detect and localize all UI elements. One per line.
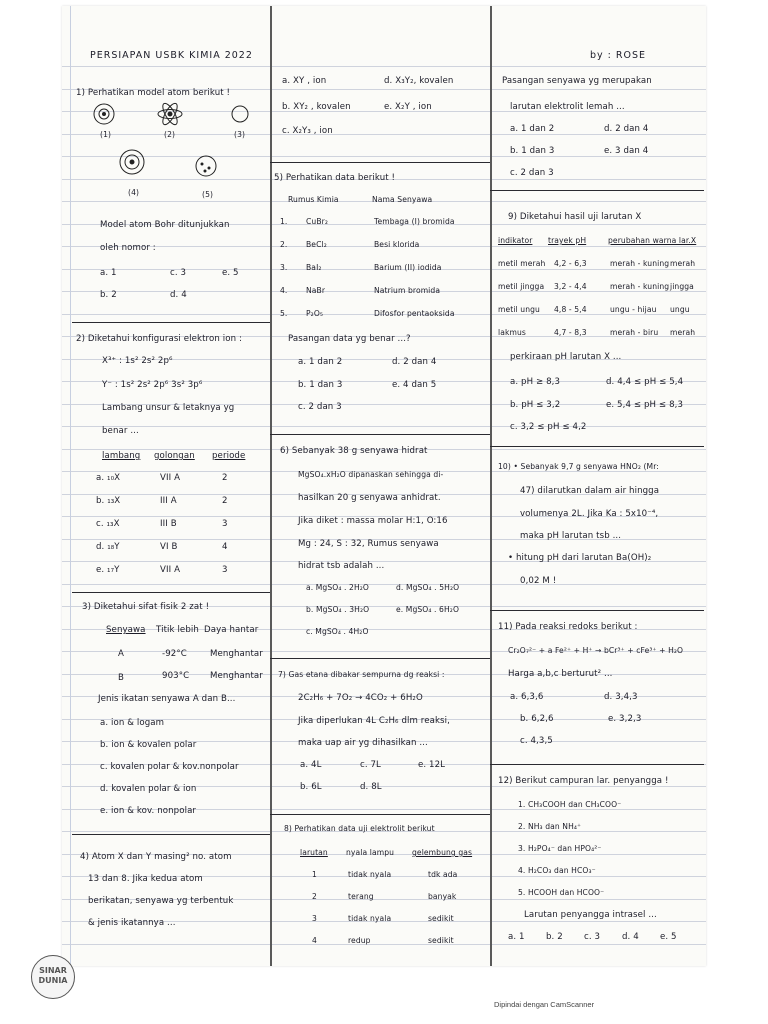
q2-row-5-col-2: VII A bbox=[160, 565, 181, 575]
q2-row-2-col-2: III A bbox=[160, 496, 177, 506]
q9-option-a: a. pH ≥ 8,3 bbox=[510, 377, 561, 387]
q12-option-e: e. 5 bbox=[660, 932, 677, 942]
q9-row-2-col-3: merah - kuning bbox=[610, 282, 670, 291]
q11-option-a: a. 6,3,6 bbox=[510, 692, 544, 702]
q9-row-2-col-2: 3,2 - 4,4 bbox=[554, 282, 587, 291]
q9-row-1-col-3: merah - kuning bbox=[610, 259, 670, 268]
q3-row-a-cond: Menghantar bbox=[210, 649, 263, 659]
q5-row-3-col-2: BaI₂ bbox=[306, 263, 322, 272]
q9-line1: perkiraan pH larutan X ... bbox=[510, 352, 622, 362]
q3-option-a: a. ion & logam bbox=[100, 718, 165, 728]
q2-row-5-col-1: e. ₁₇Y bbox=[96, 565, 120, 575]
q11-option-d: d. 3,4,3 bbox=[604, 692, 638, 702]
q9-row-4-col-1: lakmus bbox=[498, 328, 526, 337]
atom-models-figure bbox=[90, 100, 270, 210]
q12-option-a: a. 1 bbox=[508, 932, 525, 942]
q11-option-e: e. 3,2,3 bbox=[608, 714, 642, 724]
q8-option-b: b. 1 dan 3 bbox=[510, 146, 555, 156]
q5-row-5-col-2: P₂O₅ bbox=[306, 309, 324, 318]
q9-stem: 9) Diketahui hasil uji larutan X bbox=[508, 212, 642, 222]
q3-stem: 3) Diketahui sifat fisik 2 zat ! bbox=[82, 602, 210, 612]
q8-row-3-col-1: 3 bbox=[312, 914, 317, 923]
q9-separator bbox=[490, 446, 704, 447]
q5-row-1-col-2: CuBr₂ bbox=[306, 217, 328, 226]
q10-line2: 47) dilarutkan dalam air hingga bbox=[520, 486, 660, 496]
q7-option-a: a. 4L bbox=[300, 760, 322, 770]
q8-row-3-col-3: sedikit bbox=[428, 914, 454, 923]
q6-option-e: e. MgSO₄ . 6H₂O bbox=[396, 605, 460, 614]
q4-option-b: b. XY₂ , kovalen bbox=[282, 102, 351, 112]
q2-head-period: periode bbox=[212, 451, 246, 461]
q7-line3: Jika diperlukan 4L C₂H₆ dlm reaksi, bbox=[298, 716, 450, 726]
q7-line4: maka uap air yg dihasilkan ... bbox=[298, 738, 428, 748]
q2-config-y: Y⁻ : 1s² 2s² 2p⁶ 3s² 3p⁶ bbox=[102, 380, 203, 390]
q5-head-formula: Rumus Kimia bbox=[288, 195, 339, 204]
q11-separator bbox=[490, 764, 704, 765]
q5-row-2-col-2: BeCl₂ bbox=[306, 240, 327, 249]
q5-row-5-col-1: 5. bbox=[280, 309, 288, 318]
q5-option-a: a. 1 dan 2 bbox=[298, 357, 343, 367]
q5-row-2-col-3: Besi klorida bbox=[374, 240, 420, 249]
q4-option-a: a. XY , ion bbox=[282, 76, 327, 86]
q8-row-2-col-1: 2 bbox=[312, 892, 317, 901]
q8-row-1-col-1: 1 bbox=[312, 870, 317, 879]
q9-option-c: c. 3,2 ≤ pH ≤ 4,2 bbox=[510, 422, 587, 432]
q4-option-d: d. X₃Y₂, kovalen bbox=[384, 76, 454, 86]
q3-line1: Jenis ikatan senyawa A dan B... bbox=[98, 694, 236, 704]
q6-option-a: a. MgSO₄ . 2H₂O bbox=[306, 583, 369, 592]
q2-row-2-col-1: b. ₁₃X bbox=[96, 496, 121, 506]
q7-equation: 2C₂H₆ + 7O₂ → 4CO₂ + 6H₂O bbox=[298, 693, 423, 703]
q9-row-3-col-3: ungu - hijau bbox=[610, 305, 657, 314]
q5-row-4-col-3: Natrium bromida bbox=[374, 286, 441, 295]
atom-label-2: (2) bbox=[164, 130, 176, 139]
q5-row-2-col-1: 2. bbox=[280, 240, 288, 249]
q12-option-d: d. 4 bbox=[622, 932, 639, 942]
q9-head-indicator: indikator bbox=[498, 236, 533, 245]
q8-separator bbox=[490, 190, 704, 191]
q5-head-name: Nama Senyawa bbox=[372, 195, 433, 204]
q4-line3: berikatan, senyawa yg terbentuk bbox=[88, 896, 234, 906]
margin-line bbox=[70, 6, 71, 966]
q4-line4: & jenis ikatannya ... bbox=[88, 918, 176, 928]
q3-row-a-mp: -92°C bbox=[162, 649, 187, 659]
q7-separator bbox=[270, 814, 490, 815]
q5-row-3-col-3: Barium (II) iodida bbox=[374, 263, 442, 272]
q5-stem: 5) Perhatikan data berikut ! bbox=[274, 173, 396, 183]
q6-option-d: d. MgSO₄ . 5H₂O bbox=[396, 583, 460, 592]
q4-option-c: c. X₂Y₃ , ion bbox=[282, 126, 333, 136]
q5-row-1-col-3: Tembaga (I) bromida bbox=[374, 217, 455, 226]
q3-row-b-mp: 903°C bbox=[162, 671, 190, 681]
q5-row-4-col-1: 4. bbox=[280, 286, 288, 295]
q2-row-1-col-3: 2 bbox=[222, 473, 228, 483]
q8-head-lamp: nyala lampu bbox=[346, 848, 395, 857]
atom-model-1 bbox=[94, 104, 114, 124]
column-divider-2 bbox=[490, 6, 492, 966]
q12-item-1: 1. CH₃COOH dan CH₃COO⁻ bbox=[518, 800, 622, 809]
q8-stem: 8) Perhatikan data uji elektrolit berikut bbox=[284, 824, 435, 833]
q7-option-e: e. 12L bbox=[418, 760, 446, 770]
q6-line4: Jika diket : massa molar H:1, O:16 bbox=[298, 516, 448, 526]
column-divider-1 bbox=[270, 6, 272, 966]
q2-stem: 2) Diketahui konfigurasi elektron ion : bbox=[76, 334, 242, 344]
q9-row-1-col-2: 4,2 - 6,3 bbox=[554, 259, 587, 268]
page-title: PERSIAPAN USBK KIMIA 2022 bbox=[90, 50, 253, 61]
atom-label-3: (3) bbox=[234, 130, 246, 139]
q7-option-d: d. 8L bbox=[360, 782, 382, 792]
q6-line6: hidrat tsb adalah ... bbox=[298, 561, 385, 571]
q2-line1: Lambang unsur & letaknya yg bbox=[102, 403, 235, 413]
q8-head-solution: larutan bbox=[300, 848, 328, 857]
q5-option-b: b. 1 dan 3 bbox=[298, 380, 343, 390]
q9-row-1-col-4: merah bbox=[670, 259, 696, 268]
q8-row-4-col-3: sedikit bbox=[428, 936, 454, 945]
atom-model-5 bbox=[196, 156, 216, 176]
q10-line4: maka pH larutan tsb ... bbox=[520, 531, 622, 541]
q8-row-4-col-2: redup bbox=[348, 936, 371, 945]
q8-option-e: e. 3 dan 4 bbox=[604, 146, 649, 156]
q3-separator bbox=[72, 834, 270, 835]
q2-line2: benar ... bbox=[102, 426, 139, 436]
atom-label-1: (1) bbox=[100, 130, 112, 139]
q9-option-b: b. pH ≤ 3,2 bbox=[510, 400, 561, 410]
q8-row-4-col-1: 4 bbox=[312, 936, 317, 945]
atom-model-4 bbox=[120, 150, 144, 174]
sinar-dunia-logo: SINAR DUNIA bbox=[31, 955, 75, 999]
q4-line1: 4) Atom X dan Y masing² no. atom bbox=[80, 852, 232, 862]
q9-row-4-col-4: merah bbox=[670, 328, 696, 337]
q12-item-5: 5. HCOOH dan HCOO⁻ bbox=[518, 888, 605, 897]
q1-line2: oleh nomor : bbox=[100, 243, 156, 253]
q9-row-1-col-1: metil merah bbox=[498, 259, 546, 268]
q5-row-3-col-1: 3. bbox=[280, 263, 288, 272]
q5-option-d: d. 2 dan 4 bbox=[392, 357, 437, 367]
q10-line6: 0,02 M ! bbox=[520, 576, 557, 586]
ruled-line bbox=[62, 944, 706, 945]
q12-item-4: 4. H₂CO₃ dan HCO₃⁻ bbox=[518, 866, 596, 875]
q2-head-symbol: lambang bbox=[102, 451, 141, 461]
q2-row-4-col-1: d. ₁₈Y bbox=[96, 542, 120, 552]
q5-row-1-col-1: 1. bbox=[280, 217, 288, 226]
scanner-footer: Dipindai dengan CamScanner bbox=[494, 1000, 595, 1009]
notebook-page bbox=[62, 6, 706, 966]
q4-line2: 13 dan 8. Jika kedua atom bbox=[88, 874, 203, 884]
q9-head-range: trayek pH bbox=[548, 236, 587, 245]
q7-line1: 7) Gas etana dibakar sempurna dg reaksi : bbox=[278, 670, 445, 679]
q1-option-c: c. 3 bbox=[170, 268, 187, 278]
q12-item-2: 2. NH₃ dan NH₄⁺ bbox=[518, 822, 582, 831]
ruled-line bbox=[62, 66, 706, 67]
q3-row-a-name: A bbox=[118, 649, 124, 659]
q10-line5: • hitung pH dari larutan Ba(OH)₂ bbox=[508, 553, 652, 563]
q12-option-c: c. 3 bbox=[584, 932, 601, 942]
q11-line3: Harga a,b,c berturut² ... bbox=[508, 669, 613, 679]
q3-head-compound: Senyawa bbox=[106, 625, 146, 635]
q12-option-b: b. 2 bbox=[546, 932, 563, 942]
q9-row-2-col-4: jingga bbox=[670, 282, 694, 291]
q9-row-4-col-3: merah - biru bbox=[610, 328, 659, 337]
q8-row-3-col-2: tidak nyala bbox=[348, 914, 392, 923]
atom-label-5: (5) bbox=[202, 190, 214, 199]
q2-row-5-col-3: 3 bbox=[222, 565, 228, 575]
q3-option-d: d. kovalen polar & ion bbox=[100, 784, 197, 794]
q6-option-c: c. MgSO₄ . 4H₂O bbox=[306, 627, 369, 636]
q2-separator bbox=[72, 592, 270, 593]
q11-option-b: b. 6,2,6 bbox=[520, 714, 554, 724]
atom-model-3 bbox=[232, 106, 248, 122]
q6-separator bbox=[270, 658, 490, 659]
q2-head-group: golongan bbox=[154, 451, 195, 461]
q2-config-x: X³⁺ : 1s² 2s² 2p⁶ bbox=[102, 356, 173, 366]
q2-row-3-col-1: c. ₁₃X bbox=[96, 519, 120, 529]
q8-option-a: a. 1 dan 2 bbox=[510, 124, 555, 134]
q9-row-3-col-2: 4,8 - 5,4 bbox=[554, 305, 587, 314]
q2-row-3-col-2: III B bbox=[160, 519, 177, 529]
q3-head-conductivity: Daya hantar bbox=[204, 625, 259, 635]
q8-option-c: c. 2 dan 3 bbox=[510, 168, 554, 178]
q9-row-3-col-1: metil ungu bbox=[498, 305, 540, 314]
q12-stem: 12) Berikut campuran lar. penyangga ! bbox=[498, 776, 669, 786]
q3-option-c: c. kovalen polar & kov.nonpolar bbox=[100, 762, 239, 772]
q6-line5: Mg : 24, S : 32, Rumus senyawa bbox=[298, 539, 439, 549]
q2-row-4-col-2: VI B bbox=[160, 542, 178, 552]
q9-head-change: perubahan warna lar.X bbox=[608, 236, 697, 245]
q9-row-2-col-1: metil jingga bbox=[498, 282, 545, 291]
ruled-line bbox=[62, 426, 706, 427]
q2-row-3-col-3: 3 bbox=[222, 519, 228, 529]
q5-row-4-col-2: NaBr bbox=[306, 286, 326, 295]
q12-item-3: 3. H₂PO₄⁻ dan HPO₄²⁻ bbox=[518, 844, 602, 853]
q10-line1: 10) • Sebanyak 9,7 g senyawa HNO₂ (Mr: bbox=[498, 462, 659, 471]
q1-option-a: a. 1 bbox=[100, 268, 117, 278]
atom-label-4: (4) bbox=[128, 188, 140, 197]
q8-row-1-col-2: tidak nyala bbox=[348, 870, 392, 879]
q11-option-c: c. 4,3,5 bbox=[520, 736, 553, 746]
q8-head-gas: gelembung gas bbox=[412, 848, 473, 857]
q1-stem: 1) Perhatikan model atom berikut ! bbox=[76, 88, 231, 98]
q2-row-4-col-3: 4 bbox=[222, 542, 228, 552]
q5-option-e: e. 4 dan 5 bbox=[392, 380, 437, 390]
q9-option-e: e. 5,4 ≤ pH ≤ 8,3 bbox=[606, 400, 684, 410]
q3-option-e: e. ion & kov. nonpolar bbox=[100, 806, 197, 816]
q6-line1: 6) Sebanyak 38 g senyawa hidrat bbox=[280, 446, 428, 456]
q8-line2: larutan elektrolit lemah ... bbox=[510, 102, 625, 112]
q4-separator bbox=[270, 162, 490, 163]
q5-option-c: c. 2 dan 3 bbox=[298, 402, 342, 412]
q9-row-3-col-4: ungu bbox=[670, 305, 690, 314]
q7-option-c: c. 7L bbox=[360, 760, 381, 770]
q8-row-2-col-3: banyak bbox=[428, 892, 457, 901]
q12-line1: Larutan penyangga intrasel ... bbox=[524, 910, 657, 920]
page-author: by : ROSE bbox=[590, 50, 647, 61]
q10-line3: volumenya 2L. Jika Ka : 5x10⁻⁴, bbox=[520, 509, 659, 519]
atom-model-2 bbox=[158, 101, 182, 126]
q3-row-b-cond: Menghantar bbox=[210, 671, 263, 681]
q1-option-b: b. 2 bbox=[100, 290, 117, 300]
q11-line1: 11) Pada reaksi redoks berikut : bbox=[498, 622, 638, 632]
q5-line1: Pasangan data yg benar ...? bbox=[288, 334, 411, 344]
q5-row-5-col-3: Difosfor pentaoksida bbox=[374, 309, 455, 318]
q9-row-4-col-2: 4,7 - 8,3 bbox=[554, 328, 587, 337]
q1-option-e: e. 5 bbox=[222, 268, 239, 278]
q2-row-1-col-1: a. ₁₀X bbox=[96, 473, 121, 483]
q8-row-2-col-2: terang bbox=[348, 892, 374, 901]
q8-option-d: d. 2 dan 4 bbox=[604, 124, 649, 134]
q1-option-d: d. 4 bbox=[170, 290, 187, 300]
q7-option-b: b. 6L bbox=[300, 782, 322, 792]
q8-row-1-col-3: tdk ada bbox=[428, 870, 458, 879]
q5-separator bbox=[270, 434, 490, 435]
q2-row-2-col-3: 2 bbox=[222, 496, 228, 506]
q9-option-d: d. 4,4 ≤ pH ≤ 5,4 bbox=[606, 377, 684, 387]
q10-separator bbox=[490, 610, 704, 611]
q6-line2: MgSO₄.xH₂O dipanaskan sehingga di- bbox=[298, 470, 444, 479]
q3-row-b-name: B bbox=[118, 673, 124, 683]
q1-separator bbox=[72, 322, 270, 323]
q1-line1: Model atom Bohr ditunjukkan bbox=[100, 220, 230, 230]
ruled-line bbox=[62, 584, 706, 585]
q3-head-mp: Titik lebih bbox=[156, 625, 199, 635]
q6-option-b: b. MgSO₄ . 3H₂O bbox=[306, 605, 370, 614]
q2-row-1-col-2: VII A bbox=[160, 473, 181, 483]
q6-line3: hasilkan 20 g senyawa anhidrat. bbox=[298, 493, 441, 503]
q8-line1: Pasangan senyawa yg merupakan bbox=[502, 76, 652, 86]
q3-option-b: b. ion & kovalen polar bbox=[100, 740, 197, 750]
q4-option-e: e. X₂Y , ion bbox=[384, 102, 432, 112]
q11-equation: Cr₂O₇²⁻ + a Fe²⁺ + H⁺ → bCr³⁺ + cFe³⁺ + H₂O bbox=[508, 646, 684, 655]
